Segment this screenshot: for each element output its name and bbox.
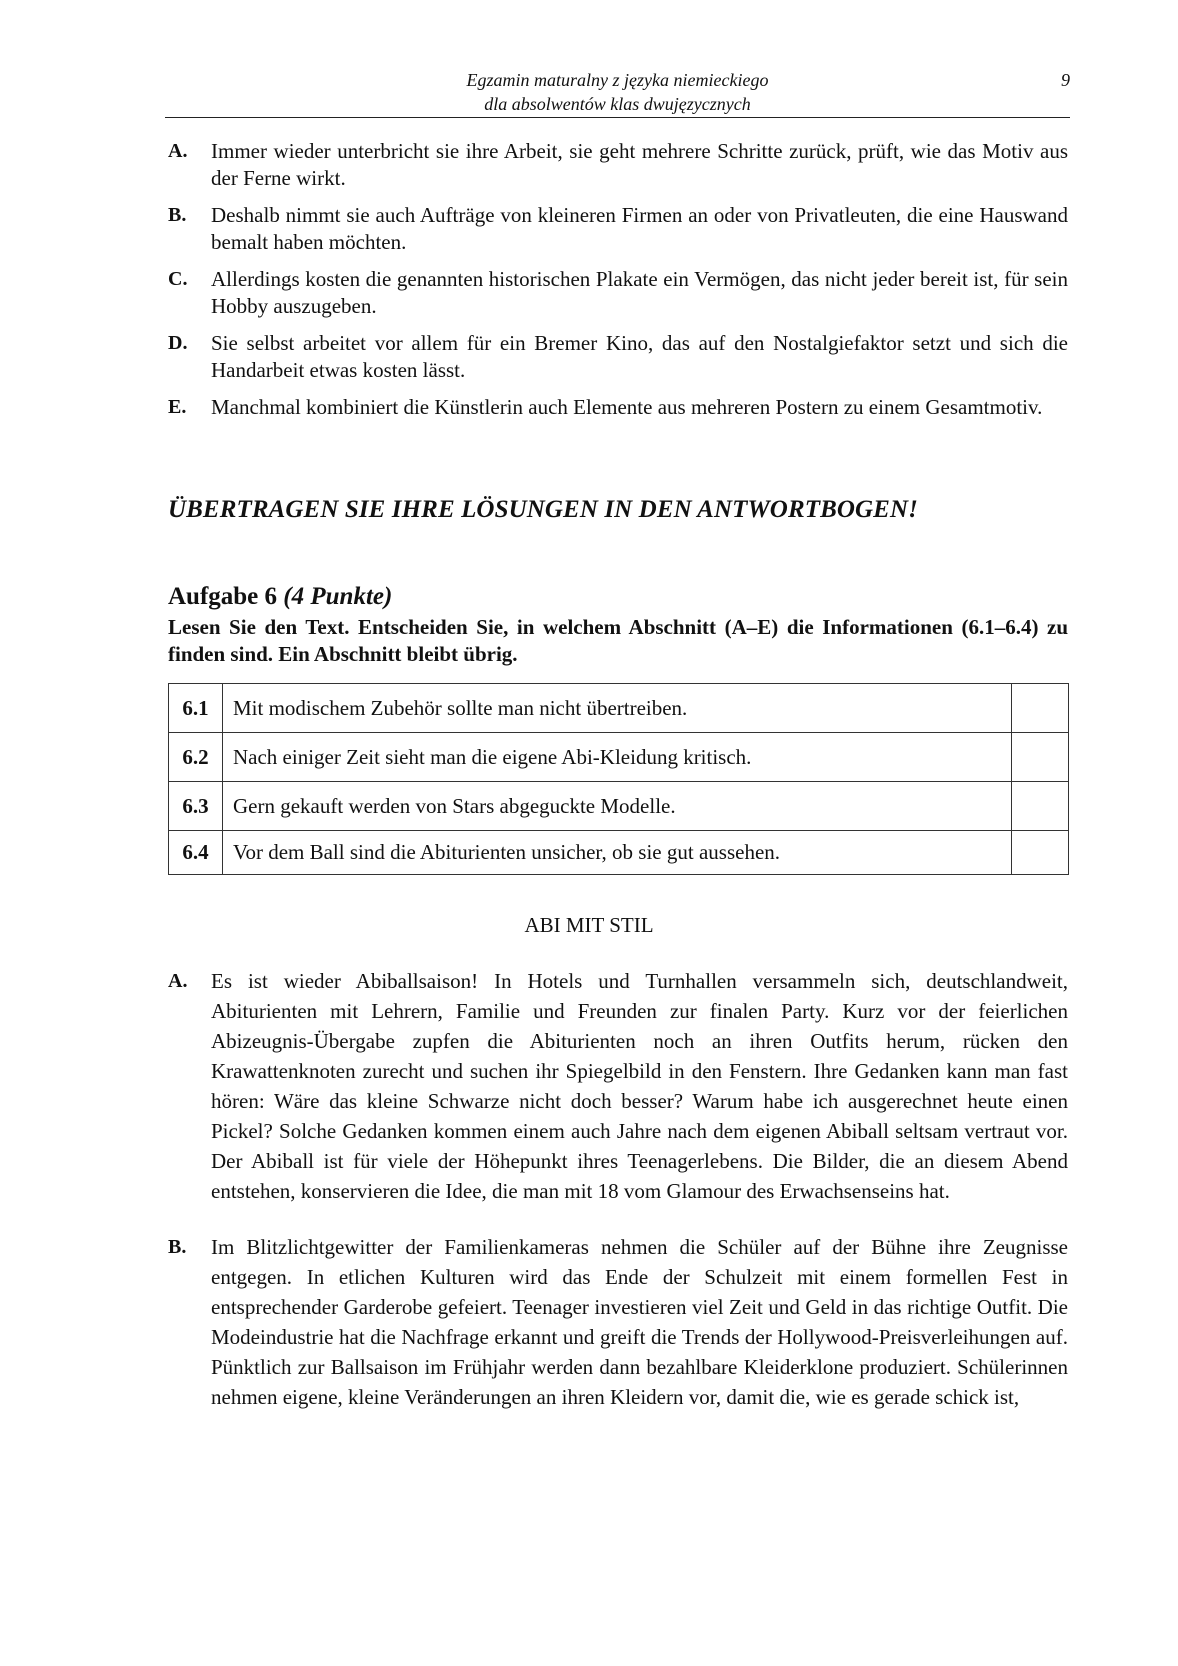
header-divider	[165, 117, 1070, 118]
option-item	[168, 266, 1068, 320]
answer-cell[interactable]	[1012, 831, 1069, 875]
header-title-line1: Egzamin maturalny z języka niemieckiego	[466, 70, 769, 90]
paragraph-text: Es ist wieder Abiballsaison! In Hotels und Turnhallen versammeln sich, deutschlandweit, Abiturienten mit Lehrern, Familie und Freunden zur finalen Party. Kurz vor der feierlichen Abizeugnis-Übergabe zupfen die Abiturienten noch an ihren Outfits herum, rücken den Krawattenknoten zurecht und suchen ihr Spiegelbild in den Fenstern. Ihre Gedanken kann man fast hören: Wäre das kleine Schwarze nicht doch besser? Warum habe ich ausgerechnet heute einen Pickel? Solche Gedanken kommen einem auch Jahre nach dem eigenen Abiball seltsam vertraut vor. Der Abiball ist für viele der Höhepunkt ihres Teenagerlebens. Die Bilder, die an diesem Abend entstehen, konservieren die Idee, die man mit 18 vom Glamour des Erwachsenseins hat.	[211, 969, 1068, 1203]
task-points: (4 Punkte)	[283, 583, 393, 610]
article-title: ABI MIT STIL	[524, 913, 654, 937]
paragraph-text: Im Blitzlichtgewitter der Familienkameras nehmen die Schüler auf der Bühne ihre Zeugnisse entgegen. In etlichen Kulturen wird das Ende der Schulzeit mit einem formellen Fest in entsprechender Garderobe gefeiert. Teenager investieren viel Zeit und Geld in das richtige Outfit. Die Modeindustrie hat die Nachfrage erkannt und greift die Trends der Hollywood-Preisverleihungen auf. Pünktlich zur Ballsaison im Frühjahr werden dann bezahlbare Kleiderklone produziert. Schülerinnen nehmen eigene, kleine Veränderungen an ihren Kleidern vor, damit die, wie es gerade schick ist,	[211, 1235, 1068, 1409]
option-text: Sie selbst arbeitet vor allem für ein Bremer Kino, das auf den Nostalgiefaktor setzt und sich die Handarbeit etwas kosten lässt.	[211, 331, 1068, 382]
table-row	[169, 733, 1069, 782]
table-row	[169, 684, 1069, 733]
paragraph-letter: B.	[168, 1236, 187, 1258]
option-letter: D.	[168, 332, 188, 354]
article-paragraph	[168, 966, 1068, 1206]
row-statement: Gern gekauft werden von Stars abgeguckte Modelle.	[223, 782, 1012, 831]
option-text: Immer wieder unterbricht sie ihre Arbeit, sie geht mehrere Schritte zurück, prüft, wie das Motiv aus der Ferne wirkt.	[211, 139, 1068, 190]
option-item	[168, 330, 1068, 384]
option-text: Deshalb nimmt sie auch Aufträge von kleineren Firmen an oder von Privatleuten, die eine Hauswand bemalt haben möchten.	[211, 203, 1068, 254]
transfer-notice: ÜBERTRAGEN SIE IHRE LÖSUNGEN IN DEN ANTWORTBOGEN!	[168, 496, 918, 523]
row-number: 6.3	[169, 782, 223, 831]
paragraph-letter: A.	[168, 970, 188, 992]
answer-cell[interactable]	[1012, 733, 1069, 782]
option-item	[168, 394, 1068, 421]
task-table	[168, 683, 1069, 875]
header-title-line2: dla absolwentów klas dwujęzycznych	[484, 94, 751, 114]
option-item	[168, 202, 1068, 256]
task-heading	[168, 583, 392, 611]
task-instruction: Lesen Sie den Text. Entscheiden Sie, in welchem Abschnitt (A–E) die Informationen (6.1–6.4) zu finden sind. Ein Abschnitt bleibt übrig.	[168, 615, 1068, 666]
table-row	[169, 831, 1069, 875]
option-letter: B.	[168, 204, 187, 226]
option-letter: C.	[168, 268, 188, 290]
option-text: Allerdings kosten die genannten historischen Plakate ein Vermögen, das nicht jeder bereit ist, für sein Hobby auszugeben.	[211, 267, 1068, 318]
row-number: 6.2	[169, 733, 223, 782]
task-title: Aufgabe 6	[168, 583, 278, 610]
article-paragraph	[168, 1232, 1068, 1412]
option-list	[168, 138, 1068, 431]
table-row	[169, 782, 1069, 831]
option-item	[168, 138, 1068, 192]
answer-cell[interactable]	[1012, 684, 1069, 733]
page-number: 9	[1061, 70, 1070, 90]
option-text: Manchmal kombiniert die Künstlerin auch Elemente aus mehreren Postern zu einem Gesamtmotiv.	[211, 395, 1043, 419]
option-letter: E.	[168, 396, 187, 418]
page-header	[165, 68, 1070, 116]
option-letter: A.	[168, 140, 188, 162]
answer-cell[interactable]	[1012, 782, 1069, 831]
row-statement: Nach einiger Zeit sieht man die eigene Abi-Kleidung kritisch.	[223, 733, 1012, 782]
row-statement: Vor dem Ball sind die Abiturienten unsicher, ob sie gut aussehen.	[223, 831, 1012, 875]
row-number: 6.1	[169, 684, 223, 733]
article-body	[168, 966, 1068, 1438]
row-statement: Mit modischem Zubehör sollte man nicht übertreiben.	[223, 684, 1012, 733]
row-number: 6.4	[169, 831, 223, 875]
